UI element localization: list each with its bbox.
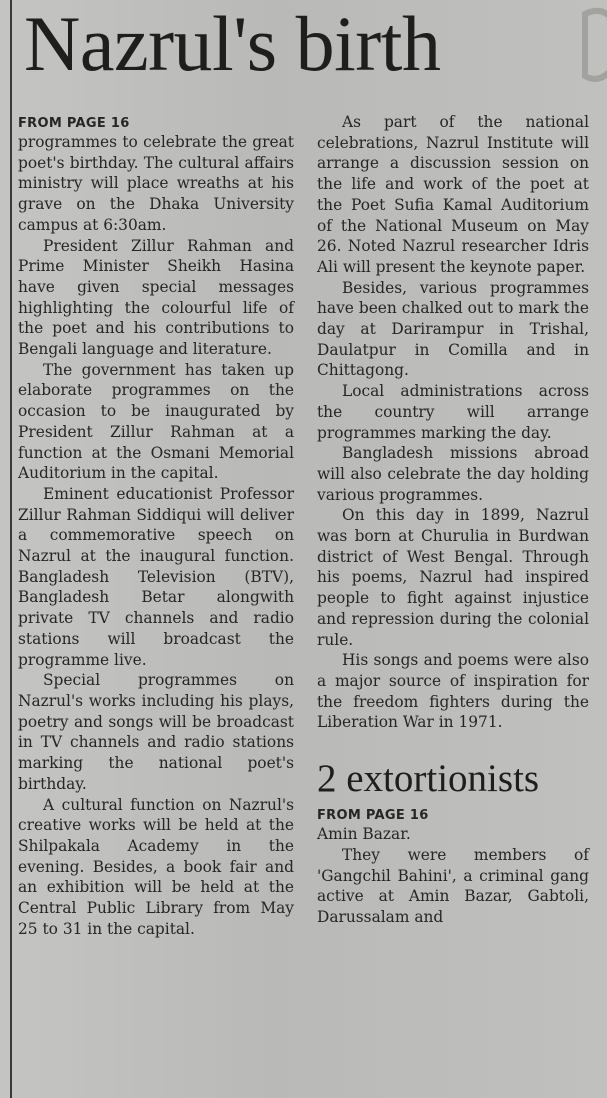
paragraph: Amin Bazar.: [317, 825, 411, 844]
column-rule-left: [10, 0, 12, 1098]
paragraph: Special programmes on Nazrul's works including his plays, poetry and songs will be broadcast in TV channels and radio stations marking the national poet's birthday.: [18, 671, 294, 793]
paragraph: Besides, various programmes have been chalked out to mark the day at Darirampur in Trishal, Daulatpur in Comilla and in Chittagong.: [317, 278, 589, 380]
paragraph: President Zillur Rahman and Prime Minister Sheikh Hasina have given special messages highlighting the colourful life of the poet and his contributions to Bengali language and literature.: [18, 236, 294, 359]
headline: Nazrul's birth: [24, 0, 441, 87]
paragraph: The government has taken up elaborate programmes on the occasion to be inaugurated by President Zillur Rahman at a function at the Osmani Memorial Auditorium in the capital.: [18, 360, 294, 483]
paragraph: programmes to celebrate the great poet's birthday. The cultural affairs ministry will place wreaths at his grave on the Dhaka University campus at 6:30am.: [18, 133, 294, 234]
paragraph: Eminent educationist Professor Zillur Rahman Siddiqui will deliver a commemorative speech on Nazrul at the inaugural function. Bangladesh Television (BTV), Bangladesh Betar alongwith private TV channels and radio stations will broadcast the programme live.: [18, 484, 294, 669]
adjacent-headline-fragment: [581, 0, 607, 92]
article-column-left: [18, 112, 294, 939]
paragraph: As part of the national celebrations, Nazrul Institute will arrange a discussion session on the life and work of the poet at the Poet Sufia Kamal Auditorium of the National Museum on May 26. Noted Nazrul researcher Idris Ali will present the keynote paper.: [317, 113, 589, 276]
second-story-kicker: FROM PAGE 16: [317, 808, 429, 824]
jump-kicker: FROM PAGE 16: [18, 116, 130, 131]
paragraph: His songs and poems were also a major source of inspiration for the freedom fighters during the Liberation War in 1971.: [317, 651, 589, 732]
paragraph: Bangladesh missions abroad will also celebrate the day holding various programmes.: [317, 444, 589, 504]
paragraph: Local administrations across the country will arrange programmes marking the day.: [317, 382, 589, 442]
paragraph: A cultural function on Nazrul's creative works will be held at the Shilpakala Academy in the evening. Besides, a book fair and an exhibition will be held at the Central Public Library from May 25 to 31 in the capital.: [18, 795, 294, 938]
paragraph: On this day in 1899, Nazrul was born at Churulia in Burdwan district of West Bengal. Through his poems, Nazrul had inspired people to fight against injustice and repression during the colonial rule.: [317, 506, 589, 649]
article-column-right: [317, 112, 589, 928]
paragraph: They were members of 'Gangchil Bahini', a criminal gang active at Amin Bazar, Gabtoli, Darussalam and: [317, 845, 589, 926]
second-story-headline: 2 extortionists: [317, 757, 540, 801]
